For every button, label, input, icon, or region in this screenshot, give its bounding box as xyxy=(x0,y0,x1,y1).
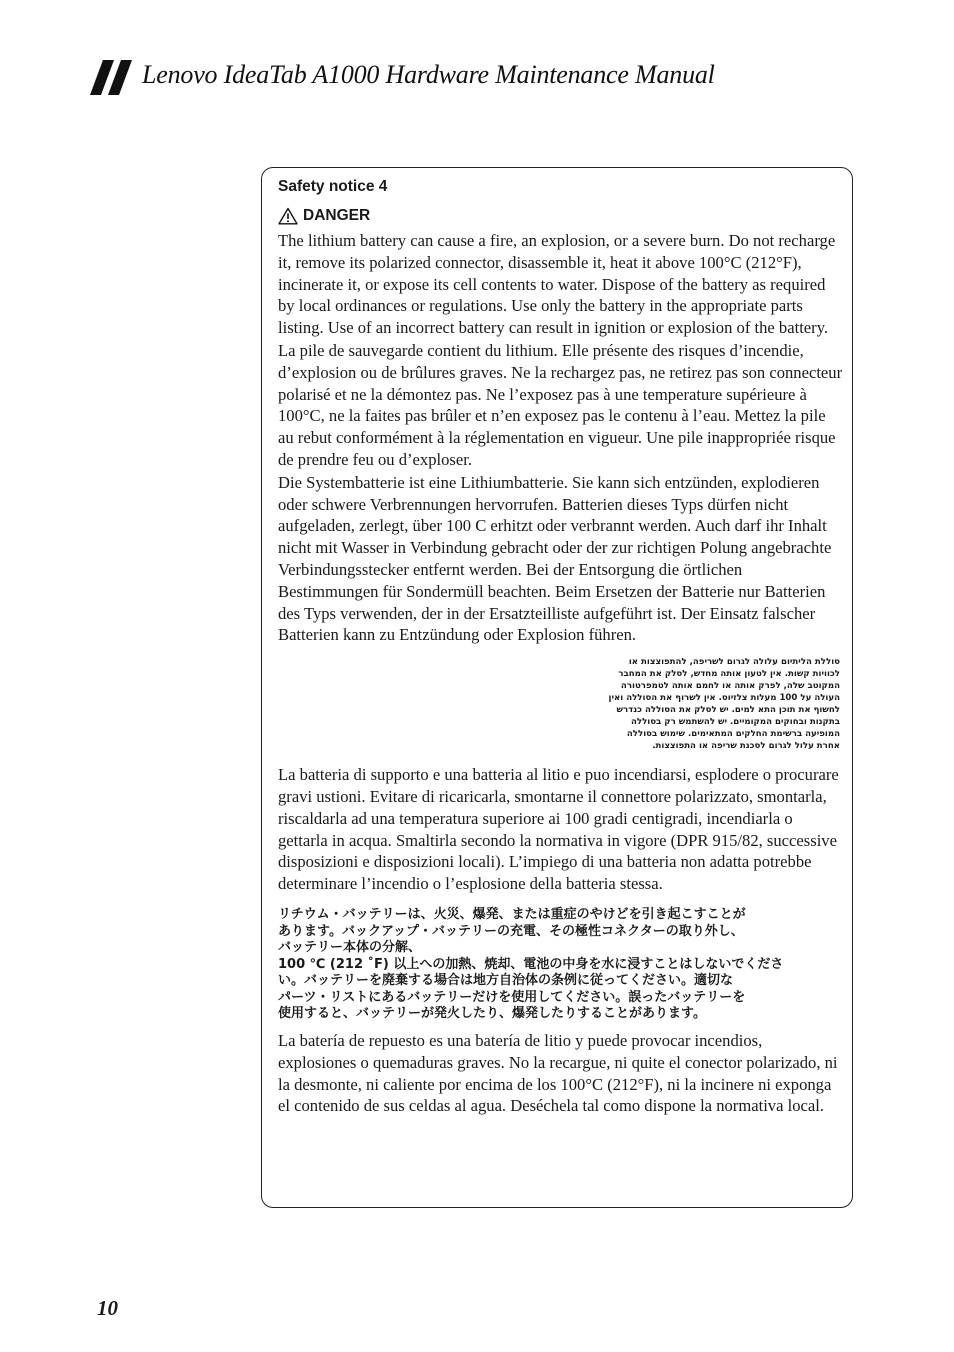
danger-label: DANGER xyxy=(303,207,371,224)
page-header xyxy=(90,58,890,98)
hebrew-line: אחרת עלול לגרום לסכנת שריפה או התפוצצות. xyxy=(652,741,840,752)
hebrew-line: לכוויות קשות. אין לטעון אותה מחדש, לסלק את המחבר xyxy=(618,669,840,680)
hebrew-line: בתקנות ובחוקים המקומיים. יש להשתמש רק בסוללה xyxy=(630,717,840,728)
japanese-line: バッテリー本体の分解、 xyxy=(278,940,422,956)
notice-text-hebrew xyxy=(278,656,844,752)
hebrew-line: העולה על 100 מעלות צלזיוס. אין לשרוף את הסוללה ואין xyxy=(608,693,840,704)
warning-triangle-icon xyxy=(278,207,298,225)
japanese-line: リチウム・バッテリーは、火災、爆発、または重症のやけどを引き起こすことが xyxy=(278,906,746,922)
safety-notice-box xyxy=(261,167,853,1208)
notice-text-french: La pile de sauvegarde contient du lithium. Elle présente des risques d’incendie, d’explosion ou de brûlures graves. Ne la rechargez pas, ne retirez pas son connecteur polarisé et ne la démontez pas. Ne l’exposez pas à une temperature supérieure à 100°C, ne la faites pas brûler et n’en exposez pas le contenu à l’eau. Mettez la pile au rebut conformément à la réglementation en vigueur. Une pile inappropriée risque de prendre feu ou d’exploser. xyxy=(278,340,843,469)
safety-notice-title: Safety notice 4 xyxy=(278,178,388,195)
japanese-line: 100 ℃ (212 ˚F) 以上への加熱、焼却、電池の中身を水に浸すことはしないでくださ xyxy=(278,956,784,972)
double-slash-icon xyxy=(90,60,134,96)
notice-text-italian: La batteria di supporto e una batteria al litio e puo incendiarsi, esplodere o procurare gravi ustioni. Evitare di ricaricarla, smontarne il connettore polarizzato, smontarla, riscaldarla ad una temperatura superiore ai 100 gradi centigradi, incendiarla o gettarla in acqua. Smaltirla secondo la normativa in vigore (DPR 915/82, successive disposizioni e disposizioni locali). L’impiego di una batteria non adatta potrebbe determinare l’incendio o l’esplosione della batteria stessa. xyxy=(278,765,839,894)
notice-text-english: The lithium battery can cause a fire, an explosion, or a severe burn. Do not recharge it, remove its polarized connector, disassemble it, heat it above 100°C (212°F), incinerate it, or expose its cell contents to water. Dispose of the battery as required by local ordinances or regulations. Use only the battery in the appropriate parts listing. Use of an incorrect battery can result in ignition or explosion of the battery. xyxy=(278,231,836,338)
page-number: 10 xyxy=(97,1296,118,1320)
japanese-line: 使用すると、バッテリーが発火したり、爆発したりすることがあります。 xyxy=(278,1006,706,1022)
notice-text-spanish: La batería de repuesto es una batería de litio y puede provocar incendios, explosiones o quemaduras graves. No la recargue, ni quite el conector polarizado, ni la desmonte, ni caliente por encima de los 100°C (212°F), ni la incinere ni exponga el contenido de sus celdas al agua. Deséchela tal como dispone la normativa local. xyxy=(278,1031,838,1116)
manual-title: Lenovo IdeaTab A1000 Hardware Maintenance Manual xyxy=(142,60,715,89)
hebrew-line: סוללת הליתיום עלולה לגרום לשריפה, להתפוצצות או xyxy=(628,657,840,668)
japanese-line: あります。バックアップ・バッテリーの充電、その極性コネクターの取り外し、 xyxy=(278,923,744,939)
notice-text-german: Die Systembatterie ist eine Lithiumbatterie. Sie kann sich entzünden, explodieren oder schwere Verbrennungen hervorrufen. Batterien dieses Typs dürfen nicht aufgeladen, zerlegt, über 100 C erhitzt oder verbrannt werden. Auch darf ihr Inhalt nicht mit Wasser in Verbindung gebracht oder der zur richtigen Polung angebrachte Verbindungsstecker entfernt werden. Bei der Entsorgung die örtlichen Bestimmungen für Sondermüll beachten. Beim Ersetzen der Batterie nur Batterien des Typs verwenden, der in der Ersatzteilliste aufgeführt ist. Der Einsatz falscher Batterien kann zu Entzündung oder Explosion führen. xyxy=(278,472,832,645)
danger-heading xyxy=(278,206,844,226)
hebrew-line: לחשוף את תוכן התא למים. יש לסלק את הסוללה כנדרש xyxy=(616,705,840,716)
hebrew-line: המקוטב שלה, לפרק אותה או לחמם אותה לטמפרטורה xyxy=(620,681,840,692)
japanese-line: パーツ・リストにあるバッテリーだけを使用してください。誤ったバッテリーを xyxy=(278,989,746,1005)
hebrew-line: המופיעה ברשימת החלקים המתאימים. שימוש בסוללה xyxy=(626,729,840,740)
notice-text-japanese xyxy=(278,907,844,1023)
japanese-line: い。バッテリーを廃棄する場合は地方自治体の条例に従ってください。適切な xyxy=(278,973,734,989)
safety-notice-content xyxy=(278,177,844,1118)
